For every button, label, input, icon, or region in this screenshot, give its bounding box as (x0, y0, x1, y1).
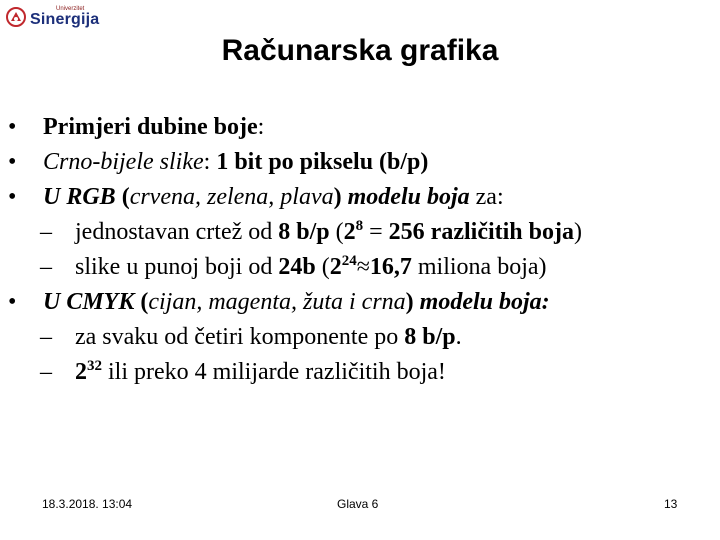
text-run: jednostavan crtež od (75, 219, 279, 245)
text-run: : (203, 149, 217, 175)
sub-bullet-item (8, 215, 708, 250)
text-run: 8 b/p (404, 324, 456, 350)
dash-marker: – (40, 219, 52, 245)
bullet-text (43, 145, 428, 180)
bullet-text (75, 250, 547, 285)
bullet-marker: • (8, 184, 17, 210)
sub-bullet-item (8, 250, 708, 285)
bullet-text (75, 355, 446, 390)
text-run: 2 (329, 254, 342, 280)
text-run: ili preko 4 milijarde različitih boja! (102, 359, 446, 385)
text-run: ≈ (356, 254, 370, 280)
bullet-marker: • (8, 289, 17, 315)
text-run: ) (333, 184, 348, 210)
text-run: ( (315, 254, 330, 280)
bullet-item (8, 145, 708, 180)
text-run: 1 bit po pikselu (b/p) (216, 149, 429, 175)
sub-bullet-item (8, 355, 708, 390)
text-run: : (257, 114, 265, 140)
bullet-marker: • (8, 114, 17, 140)
text-run: modelu boja (347, 184, 470, 210)
logo-emblem-icon (6, 7, 26, 27)
exponent: 8 (355, 218, 364, 234)
text-run: ( (329, 219, 344, 245)
footer-page-number: 13 (664, 497, 678, 511)
text-run: ( (134, 289, 149, 315)
dash-marker: – (40, 324, 52, 350)
bullet-text (43, 285, 550, 320)
text-run: . (455, 324, 462, 350)
sub-bullet-item (8, 320, 708, 355)
bullet-text (75, 320, 462, 355)
text-run: U CMYK (43, 289, 135, 315)
text-run: ) (573, 219, 582, 245)
exponent: 24 (341, 253, 357, 269)
text-run: za: (469, 184, 504, 210)
dash-marker: – (40, 359, 52, 385)
text-run: U RGB (43, 184, 116, 210)
text-run: 2 (75, 359, 87, 385)
text-run: = (363, 219, 389, 245)
university-logo (6, 6, 99, 28)
bullet-text (43, 110, 264, 145)
bullet-item (8, 180, 708, 215)
bullet-text (43, 180, 504, 215)
text-run: slike u punoj boji od (75, 254, 279, 280)
text-run: 256 različitih boja (388, 219, 574, 245)
text-run: ( (115, 184, 130, 210)
text-run: 2 (343, 219, 356, 245)
footer-chapter: Glava 6 (337, 497, 379, 511)
text-run: Crno-bijele slike (43, 149, 204, 175)
bullet-item (8, 285, 708, 320)
text-run: 8 b/p (278, 219, 330, 245)
text-run: miliona boja) (411, 254, 547, 280)
slide-content (8, 110, 708, 390)
text-run: modelu boja: (419, 289, 550, 315)
text-run: 16,7 (369, 254, 412, 280)
dash-marker: – (40, 254, 52, 280)
text-run: za svaku od četiri komponente po (75, 324, 405, 350)
exponent: 32 (87, 358, 102, 374)
bullet-marker: • (8, 149, 17, 175)
logo-name: Sinergija (30, 11, 100, 28)
bullet-item (8, 110, 708, 145)
bullet-text (75, 215, 582, 250)
slide-title: Računarska grafika (221, 34, 499, 67)
footer-date: 18.3.2018. 13:04 (42, 497, 133, 511)
text-run: 24b (278, 254, 316, 280)
logo-tagline: Univerzitet (56, 6, 85, 12)
text-run: crvena, zelena, plava (129, 184, 334, 210)
text-run: cijan, magenta, žuta i crna (148, 289, 406, 315)
text-run: ) (405, 289, 420, 315)
text-run: Primjeri dubine boje (43, 114, 258, 140)
